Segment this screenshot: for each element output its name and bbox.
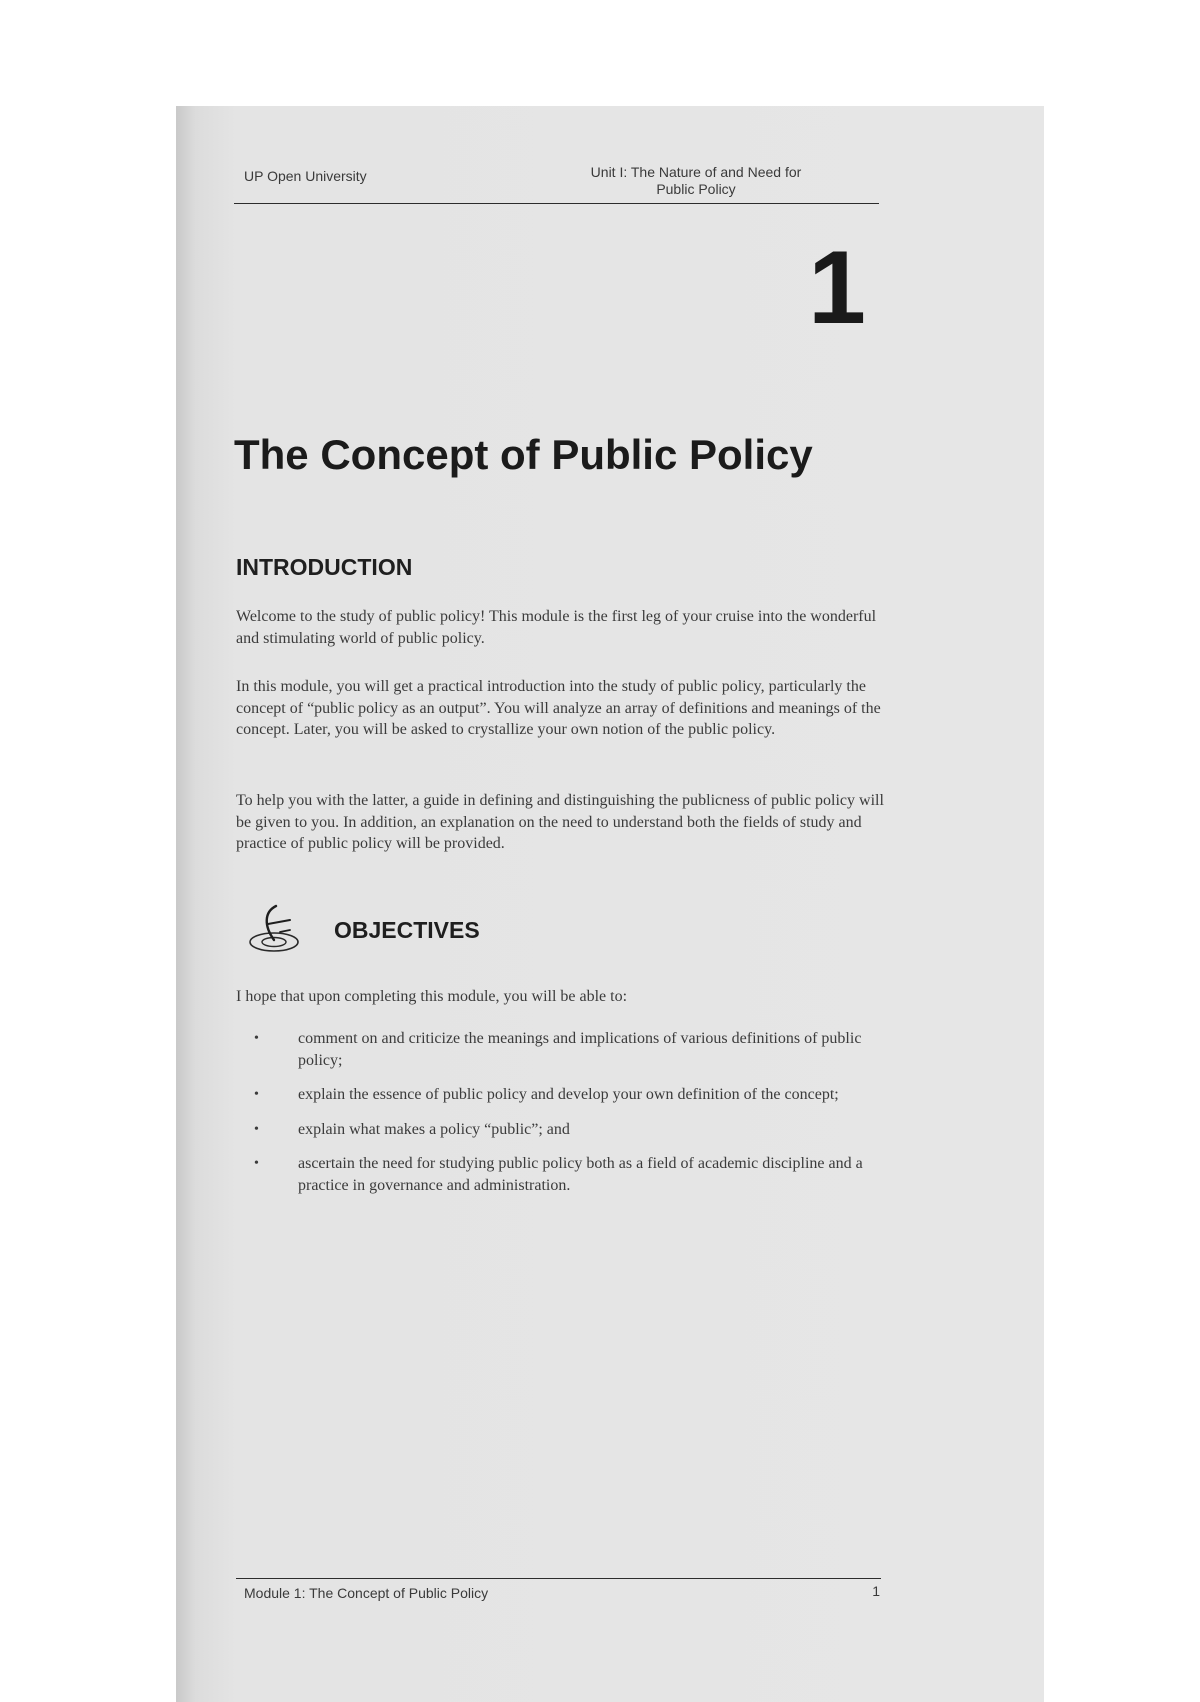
header-unit-title bbox=[566, 164, 826, 198]
objective-item-1 bbox=[254, 1028, 894, 1071]
target-arrow-icon bbox=[246, 904, 308, 956]
objective-item-3 bbox=[254, 1119, 894, 1141]
bullet-icon: • bbox=[254, 1087, 259, 1102]
document-page bbox=[176, 106, 1044, 1702]
bullet-icon: • bbox=[254, 1121, 259, 1137]
footer-page-number: 1 bbox=[872, 1583, 880, 1599]
bullet-icon: • bbox=[254, 1031, 259, 1046]
objectives-list bbox=[254, 1028, 894, 1209]
header-unit-line-2: Public Policy bbox=[656, 181, 736, 197]
objective-item-4 bbox=[254, 1153, 894, 1196]
objective-text: explain the essence of public policy and develop your own definition of the concept; bbox=[298, 1086, 839, 1103]
intro-paragraph-3: To help you with the latter, a guide in defining and distinguishing the publicness of public policy will be given to you. In addition, an explanation on the need to understand both the fields of study and practice of public policy will be provided. bbox=[236, 792, 884, 852]
footer-module-title: Module 1: The Concept of Public Policy bbox=[244, 1585, 489, 1601]
header-unit-line-1: Unit I: The Nature of and Need for bbox=[590, 164, 802, 180]
objective-item-2 bbox=[254, 1084, 894, 1106]
objectives-lead: I hope that upon completing this module, you will be able to: bbox=[236, 988, 628, 1005]
page-title: The Concept of Public Policy bbox=[234, 431, 813, 478]
objective-text: explain what makes a policy “public”; and bbox=[298, 1120, 570, 1138]
bullet-icon: • bbox=[254, 1156, 259, 1171]
objective-text: comment on and criticize the meanings and implications of various definitions of public policy; bbox=[298, 1030, 862, 1069]
header-institution: UP Open University bbox=[244, 168, 367, 184]
footer-divider bbox=[236, 1578, 881, 1579]
objective-text: ascertain the need for studying public policy both as a field of academic discipline and a practice in governance and administration. bbox=[298, 1155, 863, 1194]
chapter-number: 1 bbox=[808, 230, 866, 346]
intro-paragraph-2: In this module, you will get a practical introduction into the study of public policy, particularly the concept of “public policy as an output”. You will analyze an array of definitions and meanings of the concept. Later, you will be asked to crystallize your own notion of the public policy. bbox=[236, 678, 881, 738]
objectives-heading: OBJECTIVES bbox=[334, 917, 480, 943]
introduction-heading: INTRODUCTION bbox=[236, 554, 413, 580]
header-divider bbox=[234, 203, 879, 204]
intro-paragraph-1: Welcome to the study of public policy! This module is the first leg of your cruise into the wonderful and stimulating world of public policy. bbox=[236, 608, 877, 647]
